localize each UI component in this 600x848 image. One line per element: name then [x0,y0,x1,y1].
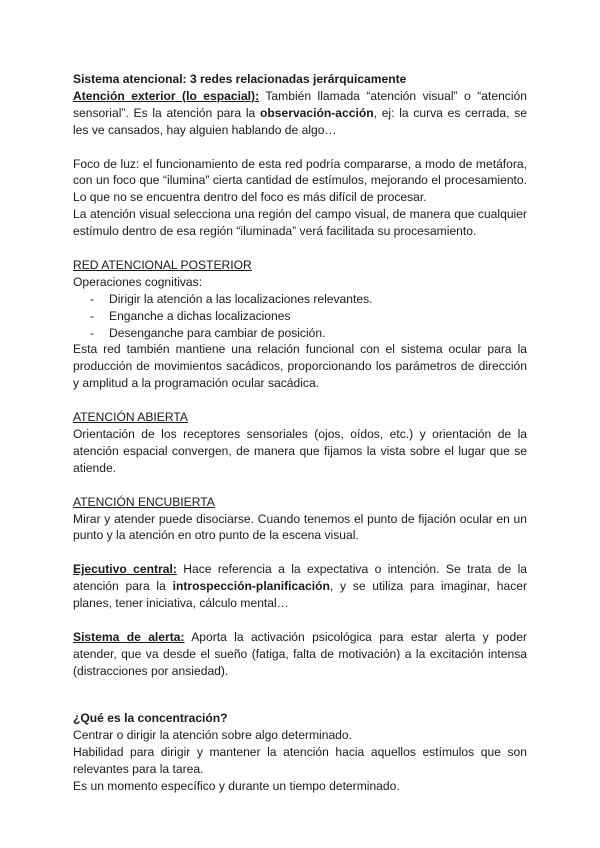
red-posterior-text: Esta red también mantiene una relación funcional con el sistema ocular para la producción de movimientos sacádicos, proporcionando los parámetros de dirección y amplitud a la programación ocular sacádica. [73,342,527,391]
document-title: Sistema atencional: 3 redes relacionadas jerárquicamente [73,72,407,86]
concentracion-line-3: Es un momento específico y durante un tiempo determinado. [73,779,400,794]
document-page [73,71,527,795]
exterior-paragraph: Atención exterior (lo espacial): También llamada “atención visual” o “atención sensorial”. Es la atención para la observación-acción, ej: la curva es cerrada, se les ve cansados, hay alguien hablando de algo… [73,88,527,137]
encubierta-heading: ATENCIÓN ENCUBIERTA [73,494,215,509]
list-item: - Enganche a dichas localizaciones [73,308,527,325]
operaciones-list [73,291,527,342]
red-posterior-heading: RED ATENCIONAL POSTERIOR [73,257,252,272]
operaciones-intro: Operaciones cognitivas: [73,274,203,289]
list-item: - Dirigir la atención a las localizaciones relevantes. [73,291,527,308]
alerta-heading: Sistema de alerta: [73,629,185,644]
concentracion-line-1: Centrar o dirigir la atención sobre algo determinado. [73,728,352,743]
foco-paragraph-1: Foco de luz: el funcionamiento de esta red podría compararse, a modo de metáfora, con un foco que “ilumina” cierta cantidad de estímulos, mejorando el procesamiento. Lo que no se encuentra dentro del foco es más difícil de procesar. [73,156,527,205]
concentracion-heading: ¿Qué es la concentración? [73,711,228,726]
abierta-text: Orientación de los receptores sensoriales (ojos, oídos, etc.) y orientación de la atención espacial convergen, de manera que fijamos la vista sobre el lugar que se atiende. [73,426,527,475]
concentracion-line-2: Habilidad para dirigir y mantener la atención hacia aquellos estímulos que son relevantes para la tarea. [73,745,527,777]
abierta-heading: ATENCIÓN ABIERTA [73,410,188,425]
ejecutivo-paragraph: Ejecutivo central: Hace referencia a la expectativa o intención. Se trata de la atención para la introspección-planificación, y se utiliza para imaginar, hacer planes, tener iniciativa, cálculo mental… [73,562,528,611]
ejecutivo-heading: Ejecutivo central: [73,562,177,577]
exterior-heading: Atención exterior (lo espacial): [73,88,260,103]
list-item: - Desenganche para cambiar de posición. [73,325,527,342]
alerta-paragraph: Sistema de alerta: Aporta la activación psicológica para estar alerta y poder atender, que va desde el sueño (fatiga, falta de motivación) a la excitación intensa (distracciones por ansiedad). [73,629,527,678]
foco-paragraph-2: La atención visual selecciona una región del campo visual, de manera que cualquier estímulo dentro de esa región “iluminada” verá facilitada su procesamiento. [73,207,527,239]
encubierta-text: Mirar y atender puede disociarse. Cuando tenemos el punto de fijación ocular en un punto y la atención en otro punto de la escena visual. [73,511,527,543]
